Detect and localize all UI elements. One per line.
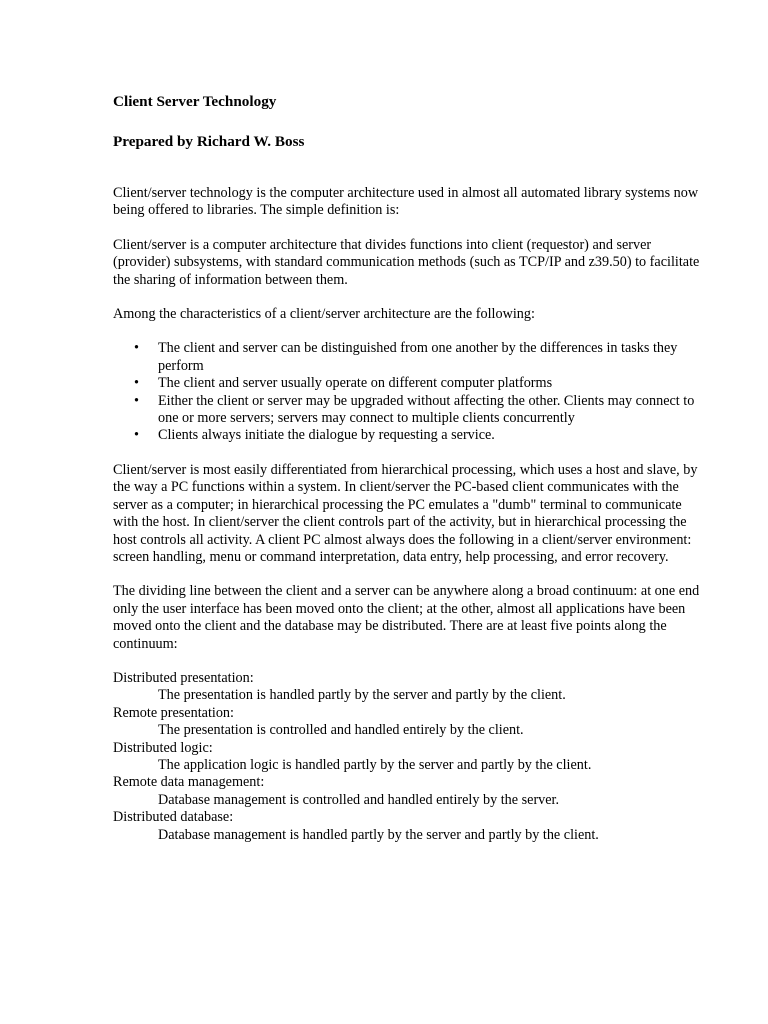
continuum-description: Database management is handled partly by the server and partly by the client. xyxy=(158,826,599,843)
continuum-term: Distributed presentation: xyxy=(113,669,254,686)
hierarchical-paragraph: Client/server is most easily differentiated from hierarchical processing, which uses a host and slave, by the way a PC functions within a system. In client/server the PC-based client communicates with the server as a computer; in hierarchical processing the PC emulates a "dumb" terminal to communicate with the host. In client/server the client controls part of the activity, but in hierarchical processing the host controls all activity. A client PC almost always does the following in a client/server environment: screen handling, menu or command interpretation, data entry, help processing, and error recovery. xyxy=(113,461,698,565)
continuum-term: Distributed logic: xyxy=(113,739,213,756)
continuum-description: The presentation is controlled and handled entirely by the client. xyxy=(158,722,524,739)
definition-paragraph: Client/server is a computer architecture that divides functions into client (requestor) and server (provider) subsystems, with standard communication methods (such as TCP/IP and z39.50) to facilitate the sharing of information between them. xyxy=(113,236,700,288)
intro-paragraph: Client/server technology is the computer architecture used in almost all automated library systems now being offered to libraries. The simple definition is: xyxy=(113,185,699,219)
list-item: • The client and server usually operate on different computer platforms xyxy=(158,375,708,392)
continuum-list xyxy=(113,670,708,844)
continuum-term: Remote presentation: xyxy=(113,704,234,721)
characteristics-intro-paragraph: Among the characteristics of a client/server architecture are the following: xyxy=(113,306,535,323)
continuum-term: Remote data management: xyxy=(113,774,265,791)
list-item: • Clients always initiate the dialogue by requesting a service. xyxy=(158,427,708,444)
continuum-description: The application logic is handled partly by the server and partly by the client. xyxy=(158,756,592,773)
list-item: • The client and server can be distinguished from one another by the differences in tasks they perform xyxy=(158,340,708,375)
characteristics-list xyxy=(113,340,708,444)
list-item: • Either the client or server may be upgraded without affecting the other. Clients may connect to one or more servers; servers may connect to multiple clients concurrently xyxy=(158,393,708,428)
continuum-term: Distributed database: xyxy=(113,809,234,826)
document-title: Client Server Technology xyxy=(113,93,277,110)
continuum-paragraph: The dividing line between the client and a server can be anywhere along a broad continuum: at one end only the user interface has been moved onto the client; at the other, almost all applications have been moved onto the client and the database may be distributed. There are at least five points along the continuum: xyxy=(113,583,700,652)
continuum-description: The presentation is handled partly by the server and partly by the client. xyxy=(158,687,566,704)
continuum-description: Database management is controlled and handled entirely by the server. xyxy=(158,791,560,808)
author-line: Prepared by Richard W. Boss xyxy=(113,133,305,150)
